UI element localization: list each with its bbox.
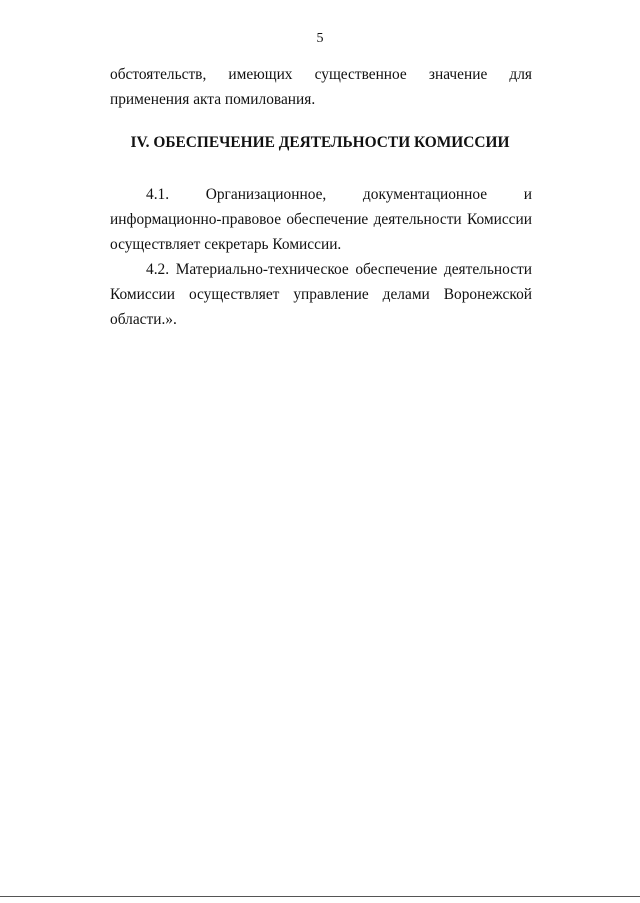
section-heading: IV. ОБЕСПЕЧЕНИЕ ДЕЯТЕЛЬНОСТИ КОМИССИИ [130, 134, 510, 151]
continuation-block [110, 62, 532, 112]
paragraph-4-1: 4.1. Организационное, документационное и информационно-правовое обеспечение деятельности Комиссии осуществляет секретарь Комиссии. [110, 186, 532, 253]
section-body [110, 182, 532, 332]
page-number: 5 [316, 31, 324, 46]
continuation-paragraph: обстоятельств, имеющих существенное значение для применения акта помилования. [110, 66, 532, 108]
bottom-divider [0, 896, 640, 897]
paragraph-4-2: 4.2. Материально-техническое обеспечение деятельности Комиссии осуществляет управление делами Воронежской области.». [110, 261, 532, 328]
